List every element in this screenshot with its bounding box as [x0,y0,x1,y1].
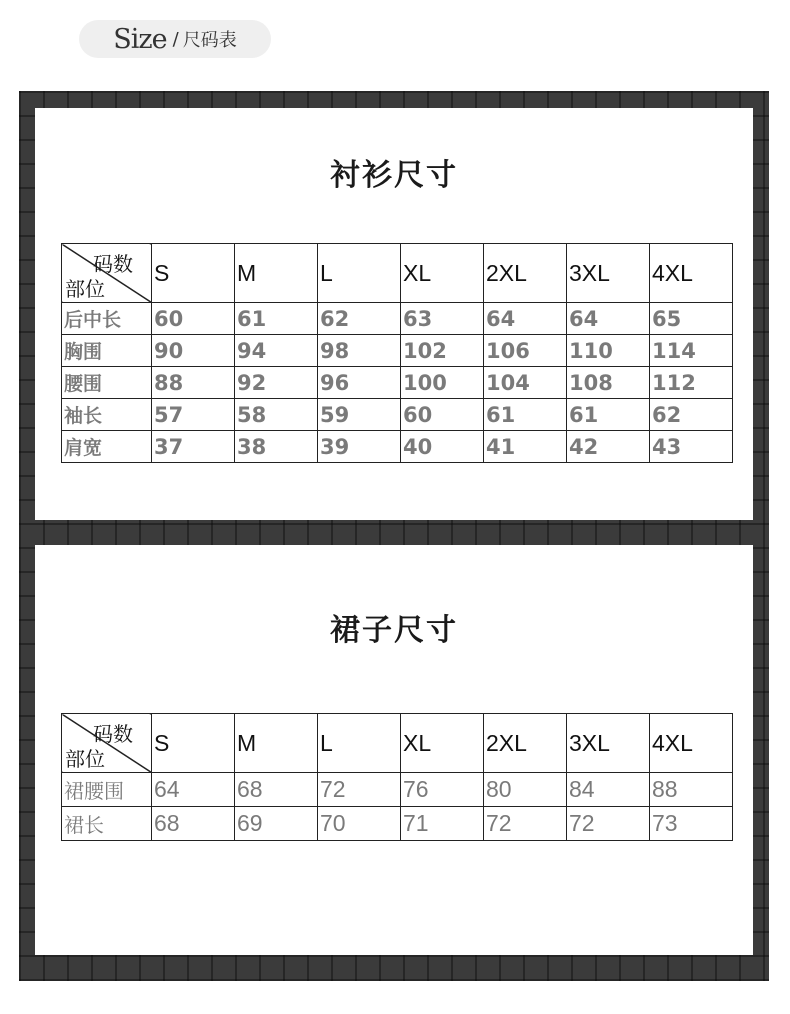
table-cell: 90 [152,335,235,367]
row-label: 肩宽 [62,431,152,463]
table-cell: 96 [318,367,401,399]
shirt-size-table [61,243,733,463]
table-row [62,303,733,335]
size-column-header: L [318,244,401,303]
table-cell: 98 [318,335,401,367]
table-cell: 37 [152,431,235,463]
table-cell: 58 [235,399,318,431]
size-column-header: XL [401,714,484,773]
table-cell: 61 [484,399,567,431]
table-cell: 61 [567,399,650,431]
size-column-header: 4XL [650,714,733,773]
table-cell: 88 [650,773,733,807]
table-cell: 70 [318,807,401,841]
table-cell: 68 [235,773,318,807]
table-cell: 69 [235,807,318,841]
table-cell: 62 [650,399,733,431]
table-cell: 39 [318,431,401,463]
table-cell: 42 [567,431,650,463]
table-row [62,431,733,463]
table-cell: 73 [650,807,733,841]
table-cell: 72 [318,773,401,807]
table-cell: 72 [567,807,650,841]
table-cell: 41 [484,431,567,463]
table-cell: 88 [152,367,235,399]
table-row [62,807,733,841]
table-cell: 100 [401,367,484,399]
table-cell: 72 [484,807,567,841]
size-label-separator: / [172,28,179,50]
row-label: 后中长 [62,303,152,335]
size-column-header: M [235,244,318,303]
table-cell: 102 [401,335,484,367]
table-corner-cell [62,714,152,773]
size-chart-tab [79,20,271,58]
table-cell: 65 [650,303,733,335]
table-cell: 112 [650,367,733,399]
corner-part-label: 部位 [65,279,105,301]
table-header-row [62,244,733,303]
table-cell: 71 [401,807,484,841]
table-cell: 104 [484,367,567,399]
table-row [62,399,733,431]
table-header-row [62,714,733,773]
row-label: 胸围 [62,335,152,367]
table-row [62,335,733,367]
table-row [62,773,733,807]
shirt-size-panel [35,108,753,520]
size-column-header: 4XL [650,244,733,303]
row-label: 袖长 [62,399,152,431]
table-cell: 61 [235,303,318,335]
size-column-header: L [318,714,401,773]
table-cell: 57 [152,399,235,431]
corner-part-label: 部位 [65,749,105,771]
table-cell: 64 [152,773,235,807]
size-column-header: 2XL [484,244,567,303]
size-label-en: Size [113,23,167,55]
table-cell: 64 [567,303,650,335]
table-cell: 110 [567,335,650,367]
table-cell: 114 [650,335,733,367]
size-column-header: S [152,244,235,303]
size-column-header: M [235,714,318,773]
table-cell: 108 [567,367,650,399]
corner-size-label: 码数 [93,254,133,276]
row-label: 腰围 [62,367,152,399]
table-cell: 80 [484,773,567,807]
table-row [62,367,733,399]
table-cell: 94 [235,335,318,367]
table-cell: 43 [650,431,733,463]
table-cell: 62 [318,303,401,335]
size-column-header: XL [401,244,484,303]
table-cell: 68 [152,807,235,841]
table-cell: 64 [484,303,567,335]
row-label: 裙长 [62,807,152,841]
size-label-zh: 尺码表 [182,30,237,51]
size-column-header: S [152,714,235,773]
skirt-size-title: 裙子尺寸 [330,613,458,648]
table-cell: 60 [152,303,235,335]
size-column-header: 2XL [484,714,567,773]
table-corner-cell [62,244,152,303]
row-label: 裙腰围 [62,773,152,807]
table-cell: 38 [235,431,318,463]
shirt-size-title: 衬衫尺寸 [330,158,458,193]
table-cell: 92 [235,367,318,399]
skirt-size-panel [35,545,753,955]
table-cell: 59 [318,399,401,431]
table-cell: 84 [567,773,650,807]
table-cell: 106 [484,335,567,367]
table-cell: 76 [401,773,484,807]
size-column-header: 3XL [567,244,650,303]
skirt-size-table [61,713,733,841]
size-column-header: 3XL [567,714,650,773]
table-cell: 63 [401,303,484,335]
table-cell: 40 [401,431,484,463]
table-cell: 60 [401,399,484,431]
corner-size-label: 码数 [93,724,133,746]
